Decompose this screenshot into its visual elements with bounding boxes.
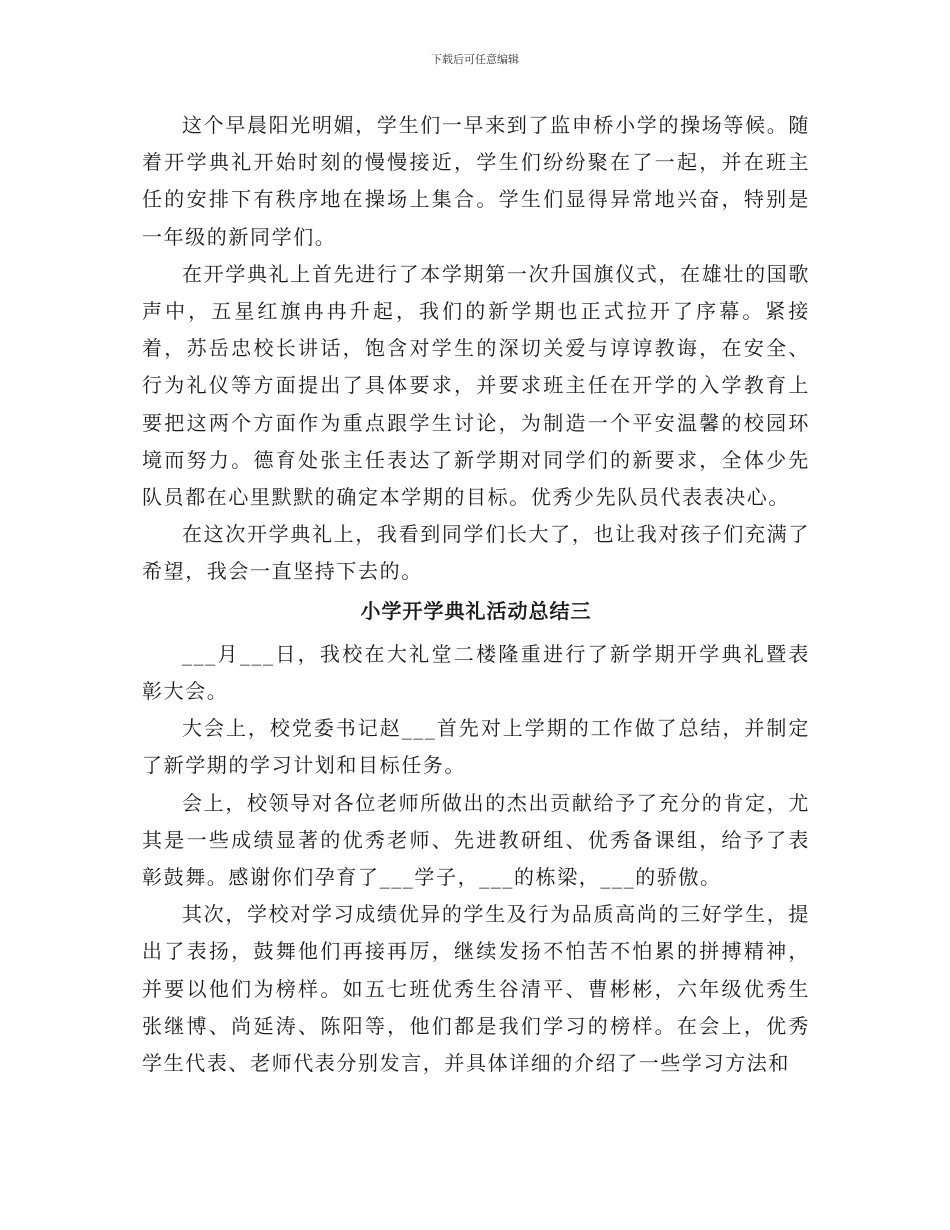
document-body xyxy=(142,107,810,1082)
paragraph-2: 在开学典礼上首先进行了本学期第一次升国旗仪式，在雄壮的国歌声中，五星红旗冉冉升起，我们的新学期也正式拉开了序幕。紧接着，苏岳忠校长讲话，饱含对学生的深切关爱与谆谆教诲，在安全、行为礼仪等方面提出了具体要求，并要求班主任在开学的入学教育上要把这两个方面作为重点跟学生讨论，为制造一个平安温馨的校园环境而努力。德育处张主任表达了新学期对同学们的新要求，全体少先队员都在心里默默的确定本学期的目标。优秀少先队员代表表决心。 xyxy=(142,261,810,510)
section-title: 小学开学典礼活动总结三 xyxy=(360,598,592,623)
header-note: 下载后可任意编辑 xyxy=(431,53,519,66)
paragraph-4: ___月___日，我校在大礼堂二楼隆重进行了新学期开学典礼暨表彰大会。 xyxy=(142,641,810,704)
paragraph-1: 这个早晨阳光明媚，学生们一早来到了监申桥小学的操场等候。随着开学典礼开始时刻的慢慢接近，学生们纷纷聚在了一起，并在班主任的安排下有秩序地在操场上集合。学生们显得异常地兴奋，特别是一年级的新同学们。 xyxy=(142,113,810,249)
paragraph-5: 大会上，校党委书记赵___首先对上学期的工作做了总结，并制定了新学期的学习计划和目标任务。 xyxy=(142,716,810,778)
paragraph-3: 在这次开学典礼上，我看到同学们长大了，也让我对孩子们充满了希望，我会一直坚持下去的。 xyxy=(142,522,810,584)
paragraph-7: 其次，学校对学习成绩优异的学生及行为品质高尚的三好学生，提出了表扬，鼓舞他们再接再厉，继续发扬不怕苦不怕累的拼搏精神，并要以他们为榜样。如五七班优秀生谷清平、曹彬彬，六年级优秀生张继博、尚延涛、陈阳等，他们都是我们学习的榜样。在会上，优秀学生代表、老师代表分别发言，并具体详细的介绍了一些学习方法和 xyxy=(142,902,810,1076)
paragraph-6: 会上，校领导对各位老师所做出的杰出贡献给予了充分的肯定，尤其是一些成绩显著的优秀老师、先进教研组、优秀备课组，给予了表彰鼓舞。感谢你们孕育了___学子，___的栋梁，___的骄傲。 xyxy=(142,790,810,890)
